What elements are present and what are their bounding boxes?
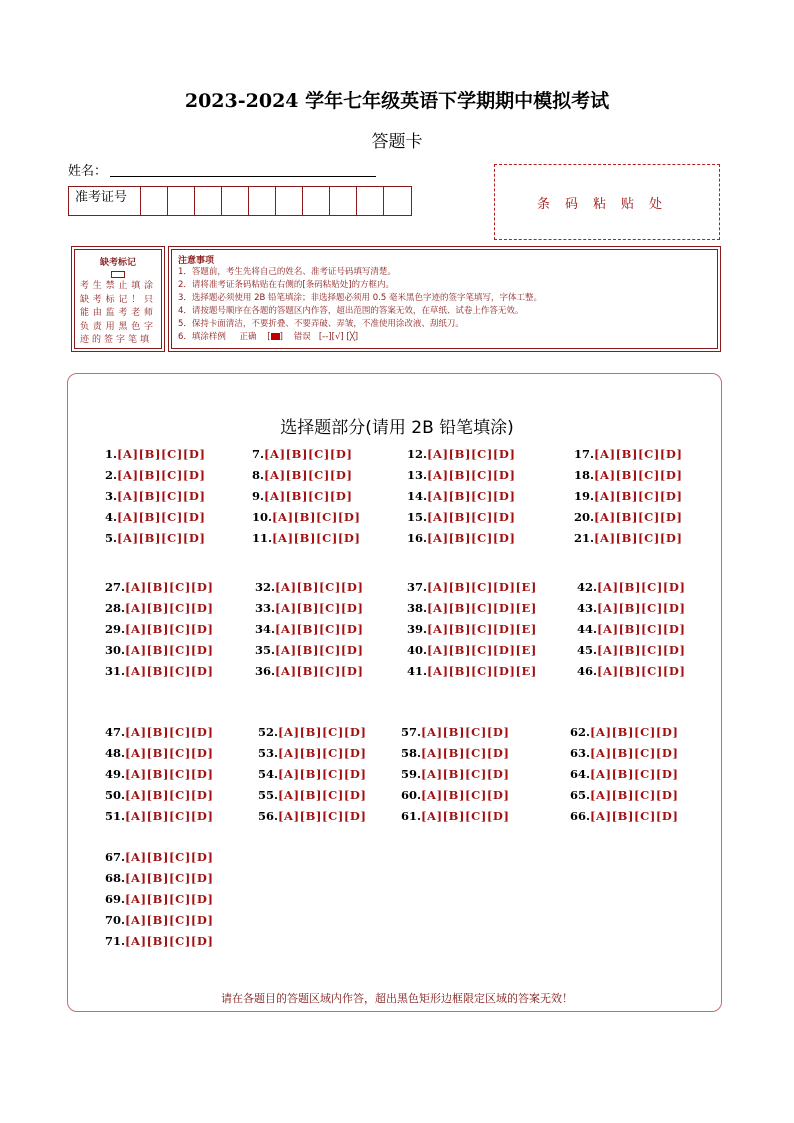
answer-options[interactable]: [A][B][C][D] <box>117 510 206 524</box>
question-number: 29. <box>105 622 126 636</box>
question-number: 62. <box>570 725 591 739</box>
question-number: 71. <box>105 934 126 948</box>
answer-options[interactable]: [A][B][C][D] <box>597 622 686 636</box>
question-number: 32. <box>255 580 276 594</box>
answer-options[interactable]: [A][B][C][D] <box>421 746 510 760</box>
question-row[interactable] <box>105 601 214 615</box>
answer-options[interactable]: [A][B][C][D] <box>427 531 516 545</box>
notes-item: 2．请将准考证条码粘贴在右侧的[条码粘贴处]的方框内。 <box>178 280 395 290</box>
answer-options[interactable]: [A][B][C][D] <box>125 788 214 802</box>
answer-options[interactable]: [A][B][C][D] <box>117 489 206 503</box>
answer-options[interactable]: [A][B][C][D] <box>125 871 214 885</box>
answer-options[interactable]: [A][B][C][D] <box>125 934 214 948</box>
question-number: 17. <box>574 447 595 461</box>
question-number: 50. <box>105 788 126 802</box>
question-row[interactable] <box>407 468 516 482</box>
question-number: 53. <box>258 746 279 760</box>
question-row[interactable] <box>105 447 206 461</box>
answer-options[interactable]: [A][B][C][D] <box>117 531 206 545</box>
answer-options[interactable]: [A][B][C][D] <box>427 447 516 461</box>
question-number: 65. <box>570 788 591 802</box>
exam-id-table <box>68 186 412 216</box>
absent-mark-field[interactable] <box>111 271 125 278</box>
answer-options[interactable]: [A][B][C][D] <box>594 489 683 503</box>
answer-options[interactable]: [A][B][C][D] <box>278 767 367 781</box>
question-row[interactable] <box>407 622 537 636</box>
question-number: 9. <box>252 489 265 503</box>
question-row[interactable] <box>407 601 537 615</box>
question-number: 21. <box>574 531 595 545</box>
question-row[interactable] <box>105 913 214 927</box>
answer-options[interactable]: [A][B][C][D] <box>597 664 686 678</box>
answer-options[interactable]: [A][B][C][D] <box>421 725 510 739</box>
question-row[interactable] <box>105 580 214 594</box>
answer-options[interactable]: [A][B][C][D] <box>427 468 516 482</box>
question-row[interactable] <box>401 788 510 802</box>
answer-options[interactable]: [A][B][C][D] <box>125 767 214 781</box>
question-row[interactable] <box>105 767 214 781</box>
question-row[interactable] <box>570 746 679 760</box>
question-number: 7. <box>252 447 265 461</box>
question-number: 41. <box>407 664 428 678</box>
question-number: 45. <box>577 643 598 657</box>
question-row[interactable] <box>105 850 214 864</box>
exam-id-cell[interactable] <box>276 187 303 215</box>
question-row[interactable] <box>252 510 361 524</box>
question-number: 14. <box>407 489 428 503</box>
answer-options[interactable]: [A][B][C][D] <box>117 447 206 461</box>
answer-options[interactable]: [A][B][C][D] <box>125 809 214 823</box>
answer-options[interactable]: [A][B][C][D] <box>594 468 683 482</box>
question-row[interactable] <box>574 489 683 503</box>
answer-options[interactable]: [A][B][C][D] <box>278 809 367 823</box>
question-row[interactable] <box>252 489 353 503</box>
question-row[interactable] <box>570 725 679 739</box>
question-number: 18. <box>574 468 595 482</box>
answer-options[interactable]: [A][B][C][D] <box>597 643 686 657</box>
notes-box <box>168 246 721 352</box>
answer-options[interactable]: [A][B][C][D] <box>125 643 214 657</box>
answer-options[interactable]: [A][B][C][D] <box>275 622 364 636</box>
notes-item: 5．保持卡面清洁，不要折叠、不要弄破、弄皱，不准使用涂改液、刮纸刀。 <box>178 319 464 329</box>
answer-options[interactable]: [A][B][C][D] <box>125 580 214 594</box>
fill-sample-wrong-marks: [--][√] [╳] <box>318 332 359 342</box>
answer-options[interactable]: [A][B][C][D] <box>272 531 361 545</box>
question-row[interactable] <box>577 580 686 594</box>
question-row[interactable] <box>577 622 686 636</box>
exam-id-cell[interactable] <box>222 187 249 215</box>
question-number: 15. <box>407 510 428 524</box>
exam-id-cell[interactable] <box>330 187 357 215</box>
exam-id-cell[interactable] <box>384 187 411 215</box>
answer-options[interactable]: [A][B][C][D] <box>264 468 353 482</box>
question-number: 67. <box>105 850 126 864</box>
question-row[interactable] <box>105 934 214 948</box>
question-number: 20. <box>574 510 595 524</box>
answer-options[interactable]: [A][B][C][D] <box>125 601 214 615</box>
question-number: 10. <box>252 510 273 524</box>
answer-options[interactable]: [A][B][C][D] <box>264 447 353 461</box>
question-row[interactable] <box>574 510 683 524</box>
footer-warning: 请在各题目的答题区域内作答，超出黑色矩形边框限定区域的答案无效！ <box>221 992 573 1005</box>
question-row[interactable] <box>577 601 686 615</box>
question-row[interactable] <box>258 788 367 802</box>
question-number: 59. <box>401 767 422 781</box>
answer-options[interactable]: [A][B][C][D] <box>125 664 214 678</box>
answer-options[interactable]: [A][B][C][D] <box>594 510 683 524</box>
exam-id-cell[interactable] <box>357 187 384 215</box>
answer-options[interactable]: [A][B][C][D] <box>125 892 214 906</box>
question-number: 12. <box>407 447 428 461</box>
fill-sample-wrong-label: 错误 <box>293 332 311 342</box>
notes-title: 注意事项 <box>178 256 215 266</box>
question-row[interactable] <box>407 489 516 503</box>
question-number: 69. <box>105 892 126 906</box>
answer-options[interactable]: [A][B][C][D] <box>117 468 206 482</box>
question-row[interactable] <box>258 746 367 760</box>
question-row[interactable] <box>401 725 510 739</box>
answer-options[interactable]: [A][B][C][D] <box>125 746 214 760</box>
question-row[interactable] <box>105 664 214 678</box>
question-number: 2. <box>105 468 118 482</box>
answer-options[interactable]: [A][B][C][D] <box>125 913 214 927</box>
question-number: 56. <box>258 809 279 823</box>
question-number: 33. <box>255 601 276 615</box>
question-row[interactable] <box>570 767 679 781</box>
question-number: 5. <box>105 531 118 545</box>
question-row[interactable] <box>401 809 510 823</box>
question-row[interactable] <box>577 643 686 657</box>
question-number: 58. <box>401 746 422 760</box>
question-row[interactable] <box>255 664 364 678</box>
question-row[interactable] <box>255 622 364 636</box>
question-number: 55. <box>258 788 279 802</box>
answer-options[interactable]: [A][B][C][D][E] <box>427 622 537 636</box>
fill-sample <box>178 331 711 344</box>
answer-options[interactable]: [A][B][C][D] <box>590 788 679 802</box>
answer-options[interactable]: [A][B][C][D] <box>421 767 510 781</box>
name-field[interactable] <box>110 176 376 177</box>
question-row[interactable] <box>401 746 510 760</box>
question-number: 3. <box>105 489 118 503</box>
question-number: 37. <box>407 580 428 594</box>
question-row[interactable] <box>105 788 214 802</box>
answer-options[interactable]: [A][B][C][D] <box>597 601 686 615</box>
answer-options[interactable]: [A][B][C][D] <box>421 809 510 823</box>
question-number: 28. <box>105 601 126 615</box>
question-row[interactable] <box>252 468 353 482</box>
answer-options[interactable]: [A][B][C][D] <box>421 788 510 802</box>
question-number: 48. <box>105 746 126 760</box>
exam-id-cell[interactable] <box>141 187 168 215</box>
question-number: 46. <box>577 664 598 678</box>
question-row[interactable] <box>105 489 206 503</box>
question-number: 57. <box>401 725 422 739</box>
question-number: 52. <box>258 725 279 739</box>
answer-options[interactable]: [A][B][C][D] <box>427 489 516 503</box>
question-number: 34. <box>255 622 276 636</box>
question-row[interactable] <box>407 531 516 545</box>
question-number: 35. <box>255 643 276 657</box>
answer-options[interactable]: [A][B][C][D] <box>427 510 516 524</box>
question-row[interactable] <box>105 643 214 657</box>
absent-mark-box <box>71 246 165 352</box>
question-number: 63. <box>570 746 591 760</box>
question-row[interactable] <box>105 871 214 885</box>
question-row[interactable] <box>258 725 367 739</box>
fill-sample-correct-open: [ <box>267 332 271 342</box>
question-row[interactable] <box>255 601 364 615</box>
exam-id-cell[interactable] <box>249 187 276 215</box>
question-row[interactable] <box>570 809 679 823</box>
exam-id-cell[interactable] <box>168 187 195 215</box>
question-row[interactable] <box>252 447 353 461</box>
question-row[interactable] <box>570 788 679 802</box>
question-row[interactable] <box>407 664 537 678</box>
question-number: 70. <box>105 913 126 927</box>
question-number: 47. <box>105 725 126 739</box>
answer-options[interactable]: [A][B][C][D] <box>125 850 214 864</box>
question-number: 64. <box>570 767 591 781</box>
answer-options[interactable]: [A][B][C][D] <box>278 725 367 739</box>
question-number: 60. <box>401 788 422 802</box>
answer-options[interactable]: [A][B][C][D][E] <box>427 643 537 657</box>
answer-options[interactable]: [A][B][C][D] <box>125 725 214 739</box>
question-row[interactable] <box>105 531 206 545</box>
question-number: 42. <box>577 580 598 594</box>
question-row[interactable] <box>574 468 683 482</box>
question-number: 36. <box>255 664 276 678</box>
question-row[interactable] <box>577 664 686 678</box>
answer-options[interactable]: [A][B][C][D] <box>125 622 214 636</box>
name-label: 姓名： <box>68 164 108 179</box>
question-row[interactable] <box>401 767 510 781</box>
answer-options[interactable]: [A][B][C][D] <box>590 746 679 760</box>
question-row[interactable] <box>255 643 364 657</box>
exam-id-label: 准考证号 <box>69 187 141 215</box>
answer-options[interactable]: [A][B][C][D] <box>275 580 364 594</box>
question-number: 13. <box>407 468 428 482</box>
notes-item: 4．请按题号顺序在各题的答题区内作答，超出范围的答案无效，在草纸、试卷上作答无效。 <box>178 306 524 316</box>
question-row[interactable] <box>105 746 214 760</box>
filled-box-icon <box>271 333 280 340</box>
question-number: 19. <box>574 489 595 503</box>
answer-options[interactable]: [A][B][C][D][E] <box>427 580 537 594</box>
answer-options[interactable]: [A][B][C][D] <box>590 809 679 823</box>
question-number: 44. <box>577 622 598 636</box>
barcode-label: 条码粘贴处 <box>536 196 677 212</box>
question-number: 61. <box>401 809 422 823</box>
question-number: 66. <box>570 809 591 823</box>
question-number: 16. <box>407 531 428 545</box>
question-row[interactable] <box>407 510 516 524</box>
question-number: 27. <box>105 580 126 594</box>
answer-options[interactable]: [A][B][C][D] <box>272 510 361 524</box>
fill-sample-correct-close: ] <box>279 332 283 342</box>
question-row[interactable] <box>252 531 361 545</box>
answer-options[interactable]: [A][B][C][D] <box>275 643 364 657</box>
answer-options[interactable]: [A][B][C][D] <box>597 580 686 594</box>
question-number: 30. <box>105 643 126 657</box>
answer-options[interactable]: [A][B][C][D] <box>594 531 683 545</box>
question-row[interactable] <box>105 725 214 739</box>
answer-sheet-subtitle: 答题卡 <box>371 132 423 152</box>
question-row[interactable] <box>105 622 214 636</box>
answer-options[interactable]: [A][B][C][D] <box>594 447 683 461</box>
page-title: 2023-2024 学年七年级英语下学期期中模拟考试 <box>184 90 610 112</box>
question-number: 1. <box>105 447 118 461</box>
answer-options[interactable]: [A][B][C][D][E] <box>427 601 537 615</box>
answer-options[interactable]: [A][B][C][D] <box>264 489 353 503</box>
absent-instructions: 考生禁止填涂缺考标记！只能由监考老师负责用黑色字迹的签字笔填 <box>80 281 156 345</box>
exam-id-cell[interactable] <box>195 187 222 215</box>
answer-options[interactable]: [A][B][C][D] <box>590 725 679 739</box>
barcode-area <box>494 164 720 240</box>
question-number: 51. <box>105 809 126 823</box>
notes-item: 3．选择题必须使用 2B 铅笔填涂；非选择题必须用 0.5 毫米黑色字迹的签字笔填写，字体工整。 <box>178 293 542 303</box>
question-number: 54. <box>258 767 279 781</box>
answer-options[interactable]: [A][B][C][D] <box>278 746 367 760</box>
question-number: 40. <box>407 643 428 657</box>
question-row[interactable] <box>407 643 537 657</box>
question-row[interactable] <box>105 510 206 524</box>
question-number: 39. <box>407 622 428 636</box>
question-row[interactable] <box>407 447 516 461</box>
absent-title: 缺考标记 <box>99 258 136 268</box>
question-row[interactable] <box>574 531 683 545</box>
section-title: 选择题部分(请用 2B 铅笔填涂) <box>280 418 514 438</box>
question-row[interactable] <box>407 580 537 594</box>
question-number: 4. <box>105 510 118 524</box>
answer-options[interactable]: [A][B][C][D] <box>590 767 679 781</box>
fill-sample-prefix: 6．填涂样例 <box>178 332 226 342</box>
answer-options[interactable]: [A][B][C][D] <box>275 601 364 615</box>
notes-item: 1．答题前，考生先将自己的姓名、准考证号码填写清楚。 <box>178 267 396 277</box>
question-row[interactable] <box>105 892 214 906</box>
exam-id-cell[interactable] <box>303 187 330 215</box>
question-row[interactable] <box>258 767 367 781</box>
answer-options[interactable]: [A][B][C][D] <box>275 664 364 678</box>
answer-options[interactable]: [A][B][C][D] <box>278 788 367 802</box>
question-number: 38. <box>407 601 428 615</box>
question-row[interactable] <box>105 468 206 482</box>
question-number: 68. <box>105 871 126 885</box>
question-number: 8. <box>252 468 265 482</box>
question-number: 11. <box>252 531 273 545</box>
question-number: 31. <box>105 664 126 678</box>
question-row[interactable] <box>574 447 683 461</box>
answer-options[interactable]: [A][B][C][D][E] <box>427 664 537 678</box>
fill-sample-correct-label: 正确 <box>239 332 257 342</box>
question-row[interactable] <box>255 580 364 594</box>
question-number: 49. <box>105 767 126 781</box>
question-row[interactable] <box>258 809 367 823</box>
question-number: 43. <box>577 601 598 615</box>
question-row[interactable] <box>105 809 214 823</box>
